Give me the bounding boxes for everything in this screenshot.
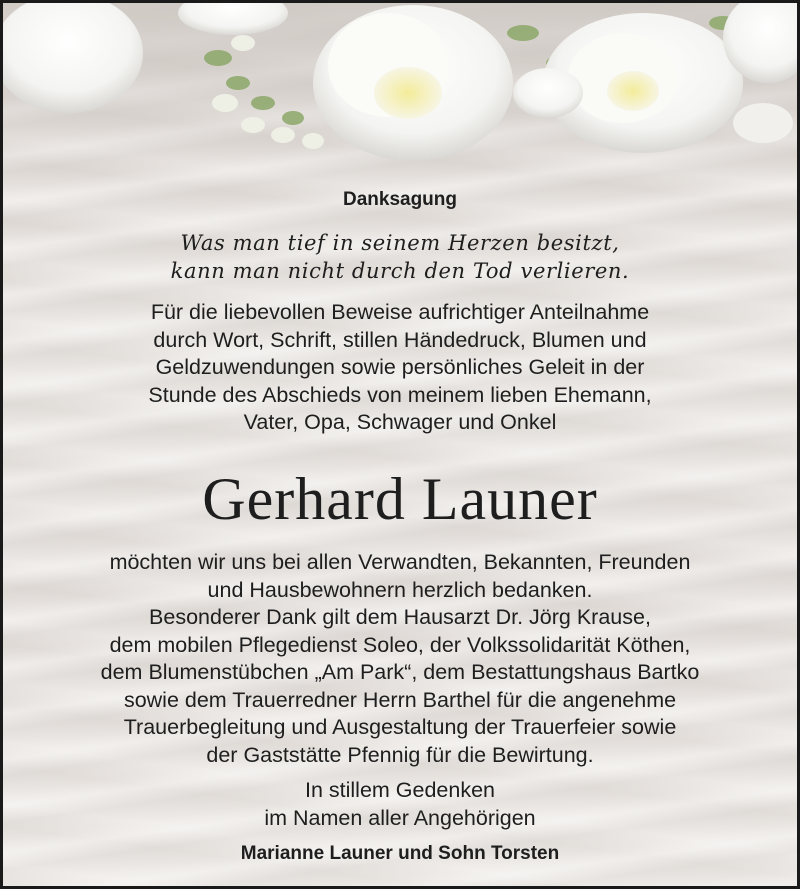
quote-line: kann man nicht durch den Tod verlieren. bbox=[170, 259, 630, 283]
heading: Danksagung bbox=[342, 189, 458, 210]
thanks-paragraph bbox=[3, 299, 797, 437]
text-line: Vater, Opa, Schwager und Onkel bbox=[243, 410, 557, 434]
deceased-name: Gerhard Launer bbox=[202, 466, 598, 532]
text-line: Trauerbegleitung und Ausgestaltung der Trauerfeier sowie bbox=[123, 715, 677, 739]
text-line: durch Wort, Schrift, stillen Händedruck, Blumen und bbox=[153, 327, 647, 352]
text-line: und Hausbewohnern herzlich bedanken. bbox=[207, 577, 593, 602]
text-line: Geldzuwendungen sowie persönliches Geleit in der bbox=[155, 355, 645, 379]
white-flowers-image bbox=[3, 3, 800, 178]
text-line: dem Blumenstübchen „Am Park“, dem Bestattungshaus Bartko bbox=[100, 660, 700, 684]
acknowledgement-paragraph bbox=[3, 549, 797, 769]
closing bbox=[3, 777, 797, 832]
signature: Marianne Launer und Sohn Torsten bbox=[240, 843, 560, 864]
text-line: Für die liebevollen Beweise aufrichtiger Anteilnahme bbox=[150, 300, 650, 324]
text-line: Besonderer Dank gilt dem Hausarzt Dr. Jörg Krause, bbox=[149, 605, 651, 629]
quote-line: Was man tief in seinem Herzen besitzt, bbox=[180, 231, 620, 255]
text-line: möchten wir uns bei allen Verwandten, Bekannten, Freunden bbox=[109, 550, 691, 574]
text-line: In stillem Gedenken bbox=[304, 778, 495, 802]
text-line: dem mobilen Pflegedienst Soleo, der Volkssolidarität Köthen, bbox=[109, 632, 691, 657]
text-line: der Gaststätte Pfennig für die Bewirtung. bbox=[206, 742, 594, 767]
text-line: im Namen aller Angehörigen bbox=[264, 805, 536, 830]
text-line: sowie dem Trauerredner Herrn Barthel für die angenehme bbox=[123, 687, 677, 712]
text-line: Stunde des Abschieds von meinem lieben Ehemann, bbox=[148, 382, 652, 407]
